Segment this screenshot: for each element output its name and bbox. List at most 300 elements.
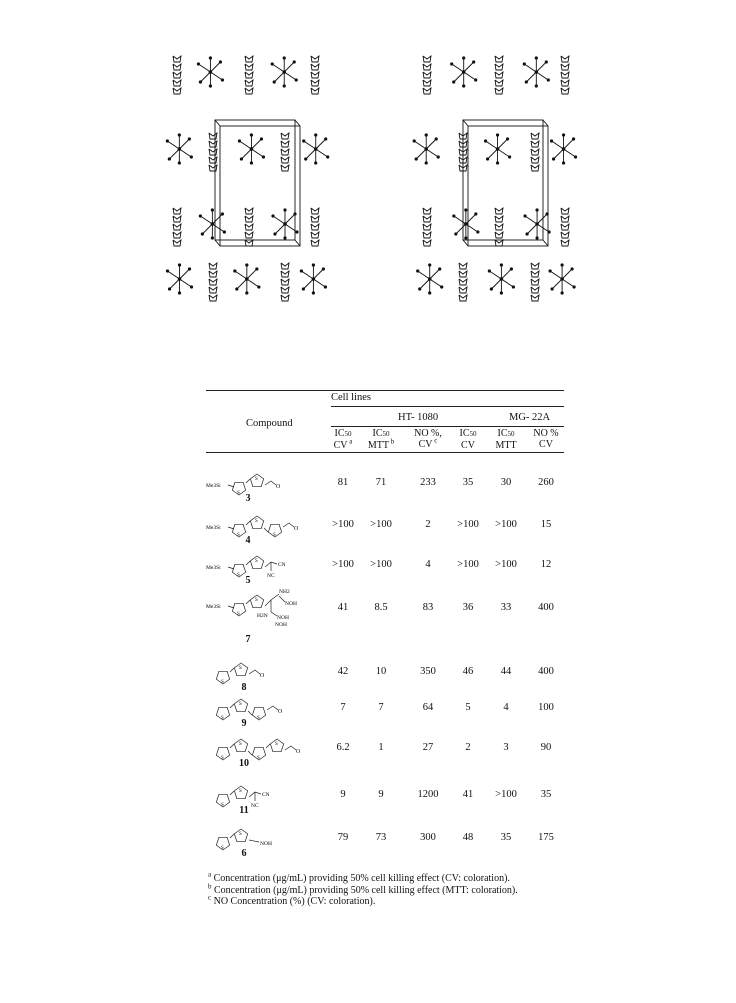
table-cell: 30 xyxy=(500,477,512,488)
molecule-ring xyxy=(311,64,319,70)
compound-structure xyxy=(206,584,341,628)
atom xyxy=(178,263,181,266)
molecule-ring xyxy=(531,157,539,163)
bond xyxy=(274,72,284,82)
molecule-ring xyxy=(531,295,539,301)
ring-bond xyxy=(246,479,250,483)
atom xyxy=(413,139,416,142)
ring-bond xyxy=(230,791,234,795)
bond xyxy=(562,279,574,287)
table-row xyxy=(206,652,564,692)
group1-header: HT- 1080 xyxy=(398,412,439,423)
table-cell: 73 xyxy=(375,832,387,843)
oxime-bond xyxy=(249,840,259,842)
atom xyxy=(474,78,477,81)
atom xyxy=(428,277,432,281)
table-cell: >100 xyxy=(495,559,517,570)
bond xyxy=(198,64,210,72)
atom xyxy=(168,157,171,160)
bond xyxy=(301,271,313,279)
table-cell: 5 xyxy=(465,702,471,713)
thiophene-sulfur: S xyxy=(221,756,224,761)
unit-cell-edge xyxy=(543,120,548,126)
bond xyxy=(212,214,222,224)
bond xyxy=(489,271,501,279)
atom xyxy=(562,161,565,164)
footnote: $^c$ NO Concentration (%) (CV: coloration). xyxy=(208,893,376,907)
bond xyxy=(168,271,180,279)
table-row xyxy=(206,818,564,858)
molecule-ring xyxy=(531,133,539,139)
column-header-2: IC50 MTT $^b$ xyxy=(367,428,395,451)
atom xyxy=(424,147,428,151)
aldehyde-bond xyxy=(283,523,294,527)
table-cell: 36 xyxy=(462,602,474,613)
unit-cell-edge xyxy=(295,240,300,246)
molecule-ring xyxy=(311,216,319,222)
molecule-ring xyxy=(281,263,289,269)
bond xyxy=(564,139,574,149)
atom xyxy=(238,139,241,142)
atom xyxy=(545,212,548,215)
table-cell: 7 xyxy=(340,702,346,713)
atom xyxy=(512,285,515,288)
atom xyxy=(454,232,457,235)
unit-cell-back xyxy=(468,126,548,246)
atom xyxy=(178,133,181,136)
atom xyxy=(283,84,286,87)
atom xyxy=(283,56,286,59)
bond xyxy=(167,141,179,149)
bond xyxy=(241,149,251,159)
packing-lines xyxy=(166,56,330,301)
molecule-ring xyxy=(561,72,569,78)
molecule-ring xyxy=(311,208,319,214)
bond xyxy=(303,279,313,289)
molecule-ring xyxy=(245,240,253,246)
bond xyxy=(454,216,466,224)
table-top-rule xyxy=(206,390,564,391)
nitrile-label: NC xyxy=(267,573,275,579)
molecule-ring xyxy=(173,80,181,86)
molecule-ring xyxy=(281,271,289,277)
bond xyxy=(284,72,296,80)
atom xyxy=(562,147,566,151)
atom xyxy=(209,84,212,87)
ring-bond xyxy=(246,600,250,604)
table-cell: 48 xyxy=(462,832,474,843)
molecule-ring xyxy=(423,88,431,94)
table-cell: 35 xyxy=(540,789,552,800)
atom xyxy=(500,277,504,281)
molecule-ring xyxy=(281,165,289,171)
crystal-packing-stereo-left xyxy=(155,38,355,303)
atom xyxy=(322,267,325,270)
table-cell: 350 xyxy=(420,666,436,677)
molecule-ring xyxy=(245,88,253,94)
ring-bond xyxy=(230,704,234,708)
column-header-3: NO %, CV $^c$ xyxy=(414,428,442,450)
bond xyxy=(247,279,259,287)
atom xyxy=(452,214,455,217)
table-cell: >100 xyxy=(495,519,517,530)
molecule-ring xyxy=(561,88,569,94)
molecule-ring xyxy=(209,165,217,171)
table-cell: 3 xyxy=(503,742,509,753)
table-cell: 27 xyxy=(422,742,434,753)
molecule-ring xyxy=(561,208,569,214)
atom xyxy=(440,285,443,288)
bond xyxy=(210,72,222,80)
atom xyxy=(312,291,315,294)
table-row xyxy=(206,775,564,815)
column-header-1: IC50 CV $^a$ xyxy=(333,428,353,451)
thiophene-sulfur: S xyxy=(237,612,240,617)
table-cell: 4 xyxy=(425,559,431,570)
atom xyxy=(271,62,274,65)
ring-bond xyxy=(230,744,234,748)
cell-lines-rule xyxy=(331,406,564,407)
atom xyxy=(250,161,253,164)
atom xyxy=(570,267,573,270)
atom xyxy=(415,157,418,160)
atom xyxy=(550,139,553,142)
bond xyxy=(454,72,464,82)
thiophene-sulfur: S xyxy=(237,573,240,578)
table-cell: 81 xyxy=(337,477,349,488)
molecule-ring xyxy=(173,216,181,222)
atom xyxy=(535,208,538,211)
molecule-ring xyxy=(281,133,289,139)
atom xyxy=(314,161,317,164)
table-cell: >100 xyxy=(370,519,392,530)
bond xyxy=(316,139,326,149)
compound-structure xyxy=(206,818,341,858)
molecule-ring xyxy=(209,271,217,277)
bond xyxy=(251,149,263,157)
trimethylsilyl-label: Me3Si xyxy=(206,483,221,489)
bond xyxy=(525,216,537,224)
molecule-ring xyxy=(245,216,253,222)
atom xyxy=(326,155,329,158)
atom xyxy=(245,291,248,294)
atom xyxy=(314,133,317,136)
atom xyxy=(484,139,487,142)
bond xyxy=(524,64,536,72)
bond xyxy=(464,72,476,80)
atom xyxy=(462,56,465,59)
molecule-ring xyxy=(209,279,217,285)
aldehyde-oxygen: O xyxy=(294,526,299,532)
molecule-ring xyxy=(209,149,217,155)
compound-header: Compound xyxy=(246,418,293,429)
bond xyxy=(466,214,476,224)
atom xyxy=(235,287,238,290)
cyano-label: CN xyxy=(262,792,270,798)
thiophene-sulfur: S xyxy=(237,533,240,538)
atom xyxy=(295,230,298,233)
bond xyxy=(420,279,430,289)
structure-drawing xyxy=(206,728,341,768)
ring-bond xyxy=(266,744,270,748)
atom xyxy=(437,155,440,158)
atom xyxy=(550,287,553,290)
thiophene-sulfur: S xyxy=(257,716,260,721)
atom xyxy=(560,291,563,294)
bond xyxy=(537,214,547,224)
molecule-ring xyxy=(495,72,503,78)
table-cell: 44 xyxy=(500,666,512,677)
molecule-ring xyxy=(561,64,569,70)
bond xyxy=(498,139,508,149)
atom xyxy=(273,232,276,235)
molecule-ring xyxy=(423,240,431,246)
molecule-ring xyxy=(281,279,289,285)
atom xyxy=(314,147,318,151)
table-row xyxy=(206,463,564,503)
molecule-ring xyxy=(173,56,181,62)
molecule-ring xyxy=(531,287,539,293)
si-bond xyxy=(228,527,234,529)
bond xyxy=(488,149,498,159)
atom xyxy=(572,285,575,288)
atom xyxy=(219,60,222,63)
bond xyxy=(202,224,212,234)
unit-cell-edge xyxy=(295,120,300,126)
atom xyxy=(464,222,468,226)
aldehyde-oxygen: O xyxy=(276,484,281,490)
group2-header: MG- 22A xyxy=(509,412,551,423)
cell-lines-header: Cell lines xyxy=(331,392,371,403)
atom xyxy=(283,236,286,239)
crystal-packing-stereo-right xyxy=(405,38,605,303)
bond xyxy=(491,279,501,289)
thiophene-sulfur: S xyxy=(221,680,224,685)
atom xyxy=(245,277,249,281)
table-cell: 400 xyxy=(538,602,554,613)
compound-number: 3 xyxy=(245,493,251,504)
bond xyxy=(552,141,564,149)
molecule-ring xyxy=(281,157,289,163)
atom xyxy=(209,70,213,74)
molecule-ring xyxy=(495,224,503,230)
atom xyxy=(293,60,296,63)
table-cell: 6.2 xyxy=(336,742,350,753)
atom xyxy=(312,277,316,281)
atom xyxy=(211,222,215,226)
bond xyxy=(212,224,224,232)
trimethylsilyl-label: Me3Si xyxy=(206,525,221,531)
bond xyxy=(552,279,562,289)
atom xyxy=(496,133,499,136)
unit-cell-edge xyxy=(543,240,548,246)
compound-structure xyxy=(206,463,341,503)
thiophene-sulfur: S xyxy=(239,742,242,747)
molecule-ring xyxy=(311,240,319,246)
table-cell: 233 xyxy=(420,477,436,488)
thiophene-sulfur: S xyxy=(237,491,240,496)
atom xyxy=(490,287,493,290)
table-cell: 300 xyxy=(420,832,436,843)
bond xyxy=(527,224,537,234)
table-cell: 12 xyxy=(540,559,552,570)
table-row xyxy=(206,505,564,545)
molecule-ring xyxy=(459,271,467,277)
atom xyxy=(271,214,274,217)
oxime-label: NOH xyxy=(285,601,297,607)
compound-structure xyxy=(206,545,341,585)
bond xyxy=(200,72,210,82)
molecule-ring xyxy=(209,263,217,269)
atom xyxy=(525,232,528,235)
atom xyxy=(523,62,526,65)
table-cell: 9 xyxy=(340,789,346,800)
molecule-ring xyxy=(245,208,253,214)
bond xyxy=(414,141,426,149)
table-cell: 79 xyxy=(337,832,349,843)
molecule-ring xyxy=(495,80,503,86)
molecule-ring xyxy=(495,88,503,94)
atom xyxy=(486,157,489,160)
unit-cell-edge xyxy=(215,240,220,246)
structure-drawing xyxy=(206,584,341,628)
bond xyxy=(273,216,285,224)
molecule-ring xyxy=(561,240,569,246)
unit-cell-front xyxy=(463,120,543,240)
atom xyxy=(464,236,467,239)
table-cell: >100 xyxy=(495,789,517,800)
footnote: $^b$ Concentration (μg/mL) providing 50% cell killing effect (MTT: coloration). xyxy=(208,882,518,896)
si-bond xyxy=(228,606,234,608)
table-cell: 41 xyxy=(462,789,474,800)
bond xyxy=(464,62,474,72)
bond xyxy=(169,149,179,159)
table-cell: 400 xyxy=(538,666,554,677)
atom xyxy=(304,157,307,160)
molecule-ring xyxy=(173,64,181,70)
molecule-ring xyxy=(209,157,217,163)
molecule-ring xyxy=(423,208,431,214)
atom xyxy=(273,80,276,83)
molecule-ring xyxy=(245,224,253,230)
molecule-ring xyxy=(495,240,503,246)
atom xyxy=(257,285,260,288)
molecule-ring xyxy=(561,216,569,222)
molecule-ring xyxy=(209,141,217,147)
atom xyxy=(560,277,564,281)
ring-bond xyxy=(230,834,234,838)
compound-number: 9 xyxy=(241,718,247,729)
atom xyxy=(178,277,182,281)
atom xyxy=(199,214,202,217)
molecule-ring xyxy=(173,232,181,238)
bond xyxy=(306,149,316,159)
bond xyxy=(313,269,323,279)
atom xyxy=(295,78,298,81)
molecule-ring xyxy=(281,149,289,155)
thiophene-sulfur: S xyxy=(257,756,260,761)
bond xyxy=(239,141,251,149)
table-cell: 35 xyxy=(462,477,474,488)
molecule-ring xyxy=(281,287,289,293)
atom xyxy=(425,133,428,136)
bond xyxy=(416,149,426,159)
si-bond xyxy=(228,485,234,487)
atom xyxy=(255,267,258,270)
bond xyxy=(426,149,438,157)
table-cell: 64 xyxy=(422,702,434,713)
unit-cell-edge xyxy=(463,240,468,246)
molecule-ring xyxy=(423,232,431,238)
aldehyde-bond xyxy=(249,670,260,674)
bond xyxy=(304,141,316,149)
table-cell: >100 xyxy=(457,559,479,570)
compound-structure xyxy=(206,775,341,815)
bond xyxy=(562,269,572,279)
molecule-ring xyxy=(173,72,181,78)
molecule-ring xyxy=(423,224,431,230)
table-cell: 33 xyxy=(500,602,512,613)
unit-cell-edge xyxy=(463,120,468,126)
thiophene-sulfur: S xyxy=(239,789,242,794)
bond xyxy=(210,62,220,72)
molecule-ring xyxy=(561,232,569,238)
atom xyxy=(188,267,191,270)
atom xyxy=(438,267,441,270)
bond xyxy=(536,62,546,72)
table-cell: 175 xyxy=(538,832,554,843)
molecule-ring xyxy=(173,240,181,246)
bond xyxy=(251,139,261,149)
thiophene-sulfur: S xyxy=(273,533,276,538)
bond xyxy=(272,64,284,72)
structure-drawing xyxy=(206,818,341,858)
thiophene-sulfur: S xyxy=(221,846,224,851)
cytotoxicity-table xyxy=(206,390,564,860)
nitrile-label: NC xyxy=(251,803,259,809)
column-group-rule xyxy=(331,426,564,427)
atom xyxy=(496,161,499,164)
atom xyxy=(190,285,193,288)
atom xyxy=(545,60,548,63)
bond xyxy=(180,269,190,279)
atom xyxy=(223,230,226,233)
table-cell: 1200 xyxy=(417,789,439,800)
aldehyde-bond xyxy=(265,481,276,485)
molecule-ring xyxy=(173,224,181,230)
molecule-ring xyxy=(495,232,503,238)
compound-number: 10 xyxy=(239,758,249,769)
atom xyxy=(452,80,455,83)
atom xyxy=(250,147,254,151)
table-row xyxy=(206,728,564,768)
molecule-ring xyxy=(531,149,539,155)
molecule-ring xyxy=(495,208,503,214)
atom xyxy=(510,267,513,270)
cyano-label: CN xyxy=(278,562,286,568)
ring-bond xyxy=(246,561,250,565)
oxime-label: NOH xyxy=(277,615,289,621)
structure-drawing xyxy=(206,505,341,545)
bond xyxy=(275,224,285,234)
bond xyxy=(426,139,436,149)
molecule-ring xyxy=(245,80,253,86)
ring-bond xyxy=(248,751,252,755)
table-cell: >100 xyxy=(370,559,392,570)
bond xyxy=(501,269,511,279)
molecule-ring xyxy=(423,64,431,70)
atom xyxy=(260,137,263,140)
